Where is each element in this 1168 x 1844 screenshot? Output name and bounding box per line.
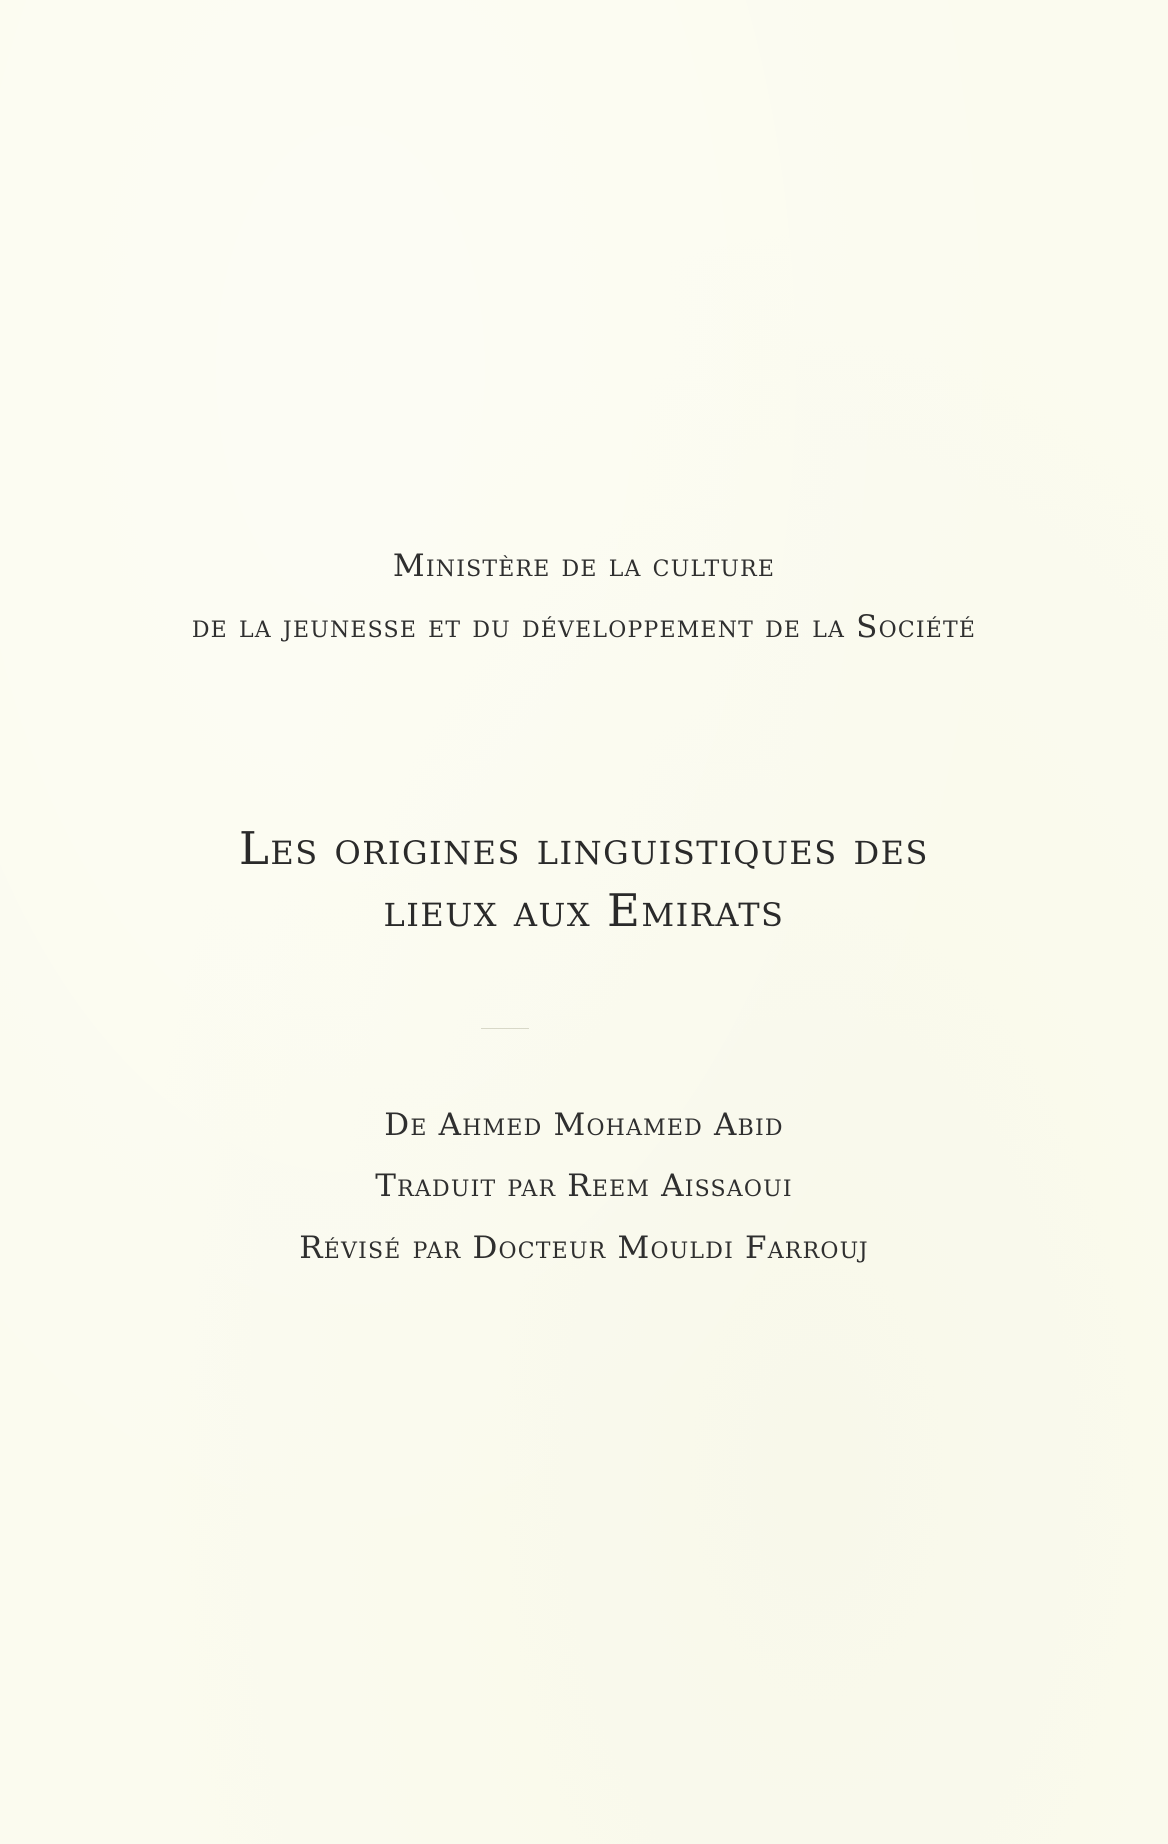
ministry-line-1: Ministère de la culture [392, 548, 776, 584]
author-credit: De Ahmed Mohamed Abid [384, 1107, 784, 1143]
book-title-line-2: lieux aux Emirats [383, 884, 785, 937]
ministry-line-2: de la jeunesse et du développement de la Société [191, 609, 977, 645]
book-title-line-1: Les origines linguistiques des [239, 822, 929, 875]
reviewer-credit: Révisé par Docteur Mouldi Farrouj [299, 1230, 869, 1266]
divider [481, 1028, 529, 1029]
translator-credit: Traduit par Reem Aissaoui [375, 1168, 793, 1204]
